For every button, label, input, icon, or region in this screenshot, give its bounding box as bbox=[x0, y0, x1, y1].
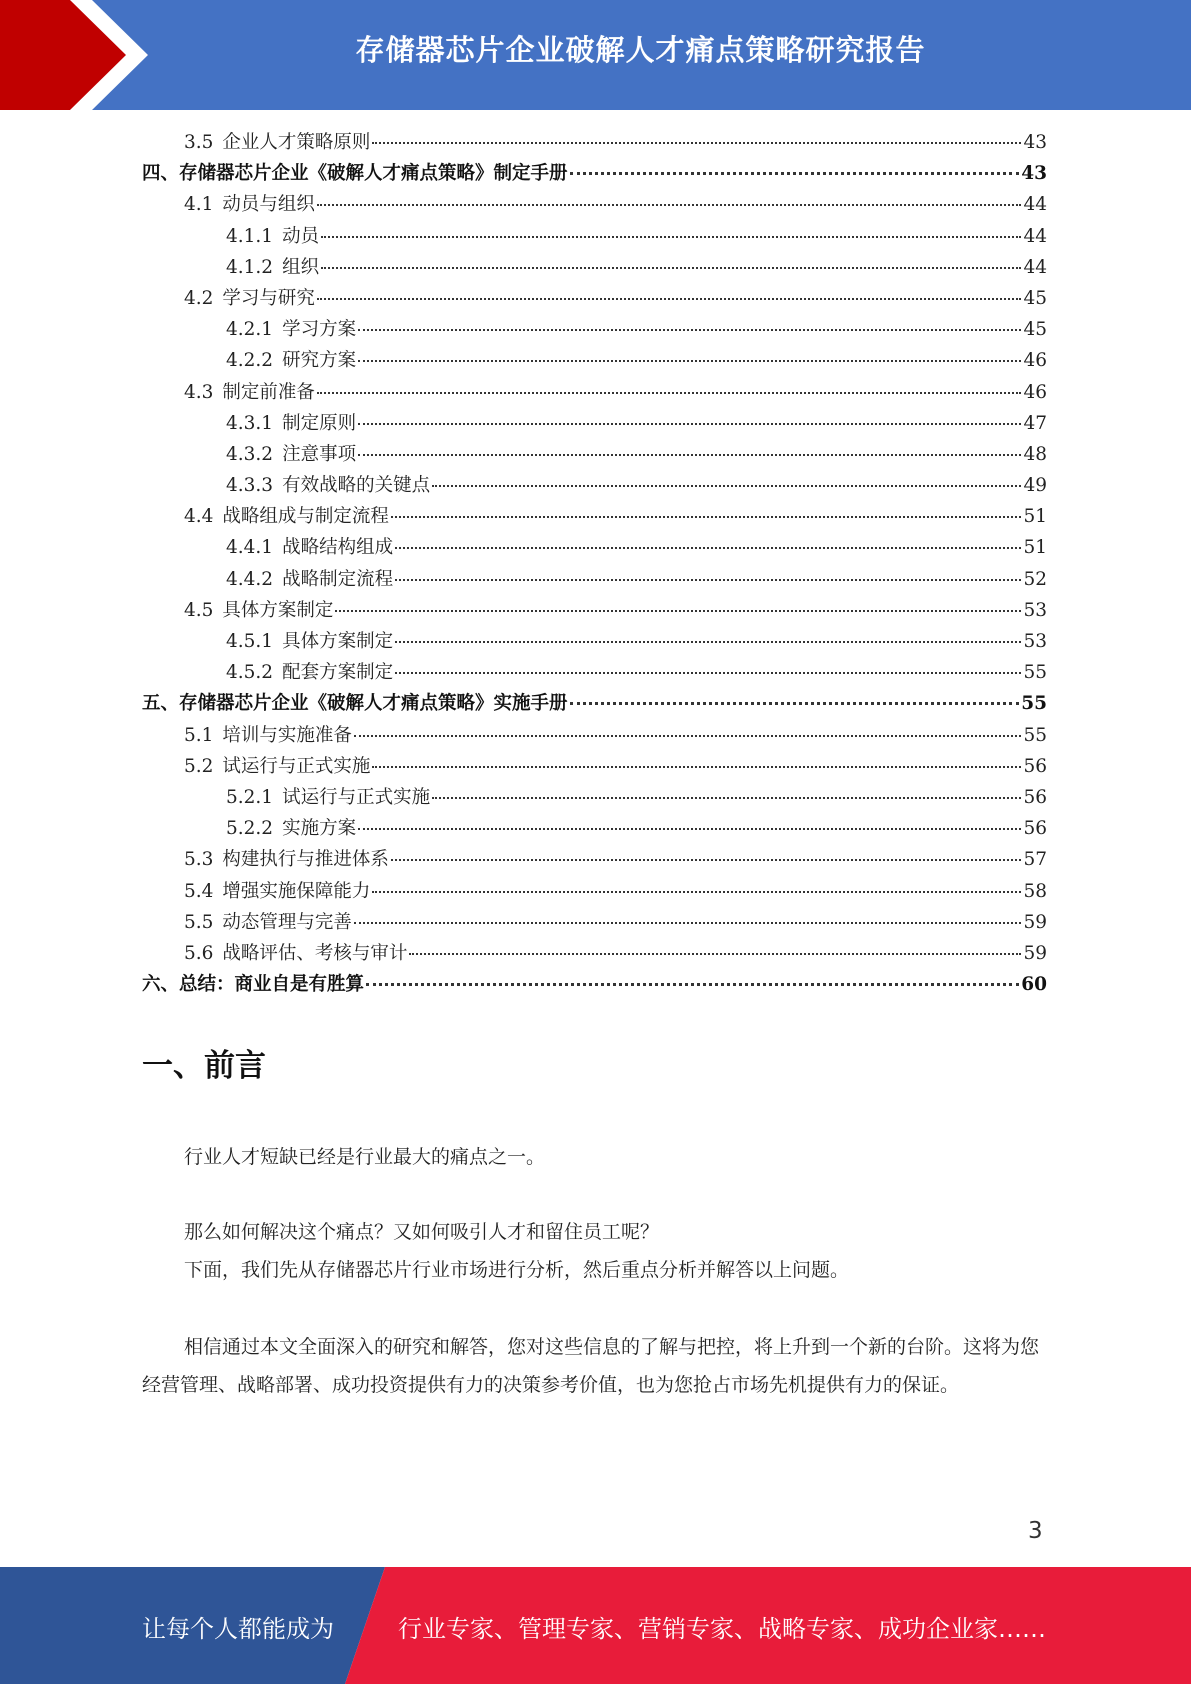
toc-dot-leader bbox=[317, 392, 1022, 394]
toc-dot-leader bbox=[317, 204, 1022, 206]
toc-entry-title: 学习与研究 bbox=[222, 287, 315, 309]
toc-entry-number: 4.5.1 bbox=[226, 631, 274, 652]
toc-entry-page: 43 bbox=[1021, 163, 1047, 185]
page-footer bbox=[0, 1567, 1191, 1684]
toc-dot-leader bbox=[432, 485, 1021, 487]
toc-dot-leader bbox=[372, 142, 1021, 144]
toc-entry-number: 5.3 bbox=[184, 849, 214, 871]
toc-dot-leader bbox=[372, 891, 1021, 893]
toc-dot-leader bbox=[354, 922, 1022, 924]
toc-entry-page: 55 bbox=[1023, 662, 1047, 684]
toc-entry-title: 战略组成与制定流程 bbox=[222, 506, 389, 528]
page-number: 3 bbox=[1028, 1518, 1043, 1544]
toc-entry-title: 制定前准备 bbox=[222, 381, 315, 403]
report-title: 存储器芯片企业破解人才痛点策略研究报告 bbox=[355, 33, 926, 67]
toc-entry-title: 四、存储器芯片企业《破解人才痛点策略》制定手册 bbox=[142, 163, 568, 185]
toc-entry-page: 46 bbox=[1023, 381, 1047, 403]
toc-dot-leader bbox=[570, 702, 1020, 705]
toc-entry-page: 44 bbox=[1023, 256, 1047, 278]
toc-entry[interactable] bbox=[142, 533, 1047, 564]
toc-entry-title: 战略评估、考核与审计 bbox=[222, 942, 408, 964]
toc-dot-leader bbox=[366, 983, 1019, 986]
toc-entry-number: 4.3.1 bbox=[226, 412, 274, 434]
toc-entry-title: 学习方案 bbox=[282, 319, 357, 341]
toc-entry[interactable] bbox=[142, 346, 1047, 377]
toc-entry-page: 51 bbox=[1023, 506, 1047, 528]
toc-entry[interactable] bbox=[142, 128, 1047, 159]
toc-dot-leader bbox=[358, 360, 1021, 362]
toc-entry-page: 55 bbox=[1023, 724, 1047, 746]
toc-entry[interactable] bbox=[142, 627, 1047, 658]
toc-entry-title: 动员 bbox=[282, 225, 320, 247]
toc-entry-number: 4.1 bbox=[184, 194, 214, 216]
toc-entry[interactable] bbox=[142, 440, 1047, 471]
toc-entry-page: 51 bbox=[1023, 537, 1047, 559]
toc-entry-title: 配套方案制定 bbox=[282, 662, 394, 684]
toc-dot-leader bbox=[395, 547, 1021, 549]
page-header bbox=[0, 0, 1191, 110]
toc-entry-number: 4.4.1 bbox=[226, 537, 274, 559]
toc-entry-title: 培训与实施准备 bbox=[222, 724, 352, 746]
toc-entry[interactable] bbox=[142, 658, 1047, 689]
toc-entry[interactable] bbox=[142, 845, 1047, 876]
toc-entry-page: 56 bbox=[1023, 818, 1047, 840]
toc-entry[interactable] bbox=[142, 565, 1047, 596]
toc-entry-page: 45 bbox=[1023, 287, 1047, 309]
toc-entry-title: 五、存储器芯片企业《破解人才痛点策略》实施手册 bbox=[142, 693, 568, 715]
toc-entry[interactable] bbox=[142, 190, 1047, 221]
toc-entry-title: 企业人才策略原则 bbox=[222, 132, 371, 153]
toc-entry[interactable] bbox=[142, 315, 1047, 346]
toc-entry-number: 5.2.2 bbox=[226, 818, 274, 840]
toc-entry-title: 构建执行与推进体系 bbox=[222, 849, 389, 871]
toc-entry[interactable] bbox=[142, 284, 1047, 315]
toc-entry[interactable] bbox=[142, 471, 1047, 502]
toc-dot-leader bbox=[358, 423, 1021, 425]
toc-dot-leader bbox=[395, 672, 1021, 674]
toc-entry-number: 4.3.2 bbox=[226, 443, 274, 465]
toc-entry[interactable] bbox=[142, 970, 1047, 1001]
toc-entry-number: 3.5 bbox=[184, 132, 214, 153]
toc-entry[interactable] bbox=[142, 908, 1047, 939]
toc-entry[interactable] bbox=[142, 596, 1047, 627]
toc-dot-leader bbox=[395, 641, 1021, 643]
toc-entry-number: 5.6 bbox=[184, 942, 214, 964]
toc-entry-page: 43 bbox=[1023, 132, 1047, 153]
section-heading: 一、前言 bbox=[142, 1048, 266, 1084]
intro-paragraph-2: 那么如何解决这个痛点？又如何吸引人才和留住员工呢？ bbox=[184, 1221, 660, 1243]
toc-entry-page: 57 bbox=[1023, 849, 1047, 871]
toc-entry-page: 59 bbox=[1023, 911, 1047, 933]
toc-entry-number: 4.3 bbox=[184, 381, 214, 403]
toc-entry-page: 60 bbox=[1021, 974, 1047, 996]
toc-dot-leader bbox=[372, 766, 1021, 768]
toc-entry[interactable] bbox=[142, 502, 1047, 533]
footer-slogan-right: 行业专家、管理专家、营销专家、战略专家、成功企业家…… bbox=[398, 1615, 1046, 1643]
toc-entry[interactable] bbox=[142, 222, 1047, 253]
toc-entry-number: 5.1 bbox=[184, 724, 214, 746]
toc-entry-number: 4.1.2 bbox=[226, 256, 274, 278]
toc-entry[interactable] bbox=[142, 159, 1047, 190]
intro-paragraph-1: 行业人才短缺已经是行业最大的痛点之一。 bbox=[184, 1146, 546, 1168]
toc-entry[interactable] bbox=[142, 877, 1047, 908]
toc-dot-leader bbox=[432, 797, 1021, 799]
toc-entry-title: 试运行与正式实施 bbox=[222, 755, 371, 777]
toc-entry-number: 5.2.1 bbox=[226, 786, 274, 808]
toc-entry-number: 4.5.2 bbox=[226, 662, 274, 684]
toc-dot-leader bbox=[391, 859, 1022, 861]
toc-dot-leader bbox=[409, 953, 1021, 955]
toc-dot-leader bbox=[358, 329, 1021, 331]
toc-entry-number: 4.4 bbox=[184, 506, 214, 528]
toc-entry-page: 59 bbox=[1023, 942, 1047, 964]
toc-entry-page: 47 bbox=[1023, 412, 1047, 434]
toc-entry-title: 六、总结：商业自是有胜算 bbox=[142, 974, 365, 996]
toc-dot-leader bbox=[358, 828, 1021, 830]
toc-entry-title: 增强实施保障能力 bbox=[222, 880, 371, 902]
toc-entry-title: 注意事项 bbox=[282, 443, 357, 465]
toc-entry-page: 46 bbox=[1023, 350, 1047, 372]
toc-dot-leader bbox=[358, 454, 1021, 456]
toc-entry[interactable] bbox=[142, 783, 1047, 814]
toc-entry-number: 5.4 bbox=[184, 880, 214, 902]
toc-entry-page: 53 bbox=[1023, 599, 1047, 621]
toc-dot-leader bbox=[321, 267, 1021, 269]
toc-entry[interactable] bbox=[142, 409, 1047, 440]
toc-dot-leader bbox=[354, 735, 1022, 737]
toc-entry-number: 4.4.2 bbox=[226, 568, 274, 590]
toc-entry-title: 动态管理与完善 bbox=[222, 911, 352, 933]
toc-entry-page: 52 bbox=[1023, 568, 1047, 590]
toc-dot-leader bbox=[321, 236, 1021, 238]
toc-entry[interactable] bbox=[142, 721, 1047, 752]
toc-entry-title: 战略结构组成 bbox=[282, 537, 394, 559]
toc-entry-title: 战略制定流程 bbox=[282, 568, 394, 590]
toc-entry-title: 动员与组织 bbox=[222, 194, 315, 216]
toc-entry-number: 4.3.3 bbox=[226, 475, 274, 497]
toc-entry-page: 56 bbox=[1023, 786, 1047, 808]
toc-dot-leader bbox=[391, 516, 1022, 518]
toc-entry-title: 研究方案 bbox=[282, 350, 357, 372]
toc-entry-number: 4.2 bbox=[184, 287, 214, 309]
toc-dot-leader bbox=[570, 172, 1020, 175]
toc-entry-page: 56 bbox=[1023, 755, 1047, 777]
toc-entry[interactable] bbox=[142, 378, 1047, 409]
toc-dot-leader bbox=[395, 579, 1021, 581]
footer-slogan-left: 让每个人都能成为 bbox=[142, 1615, 334, 1643]
toc-entry[interactable] bbox=[142, 689, 1047, 720]
table-of-contents bbox=[142, 128, 1047, 1001]
toc-dot-leader bbox=[335, 610, 1021, 612]
toc-entry-number: 4.5 bbox=[184, 599, 214, 621]
toc-entry-title: 具体方案制定 bbox=[222, 599, 334, 621]
toc-entry[interactable] bbox=[142, 752, 1047, 783]
toc-entry-number: 4.2.1 bbox=[226, 319, 274, 341]
toc-entry-number: 4.1.1 bbox=[226, 225, 274, 247]
toc-entry-title: 组织 bbox=[282, 256, 320, 278]
intro-paragraph-4: 相信通过本文全面深入的研究和解答，您对这些信息的了解与把控，将上升到一个新的台阶。这将为您经营管理、战略部署、成功投资提供有力的决策参考价值，也为您抢占市场先机提供有力的保证。 bbox=[142, 1336, 1040, 1396]
toc-entry-number: 4.2.2 bbox=[226, 350, 274, 372]
toc-entry[interactable] bbox=[142, 253, 1047, 284]
intro-paragraph-3: 下面，我们先从存储器芯片行业市场进行分析，然后重点分析并解答以上问题。 bbox=[184, 1259, 850, 1281]
toc-entry-page: 55 bbox=[1021, 693, 1047, 715]
toc-entry-page: 58 bbox=[1023, 880, 1047, 902]
toc-entry-page: 48 bbox=[1023, 443, 1047, 465]
toc-entry-page: 44 bbox=[1023, 194, 1047, 216]
toc-entry-number: 5.5 bbox=[184, 911, 214, 933]
toc-entry-title: 试运行与正式实施 bbox=[282, 786, 431, 808]
toc-entry-title: 有效战略的关键点 bbox=[282, 475, 431, 497]
toc-entry-page: 45 bbox=[1023, 319, 1047, 341]
toc-entry-title: 制定原则 bbox=[282, 412, 357, 434]
toc-entry[interactable] bbox=[142, 939, 1047, 970]
toc-entry-title: 具体方案制定 bbox=[282, 631, 394, 652]
toc-entry[interactable] bbox=[142, 814, 1047, 845]
toc-entry-page: 53 bbox=[1023, 631, 1047, 652]
toc-entry-title: 实施方案 bbox=[282, 818, 357, 840]
toc-entry-page: 44 bbox=[1023, 225, 1047, 247]
toc-entry-number: 5.2 bbox=[184, 755, 214, 777]
toc-dot-leader bbox=[317, 298, 1022, 300]
toc-entry-page: 49 bbox=[1023, 475, 1047, 497]
